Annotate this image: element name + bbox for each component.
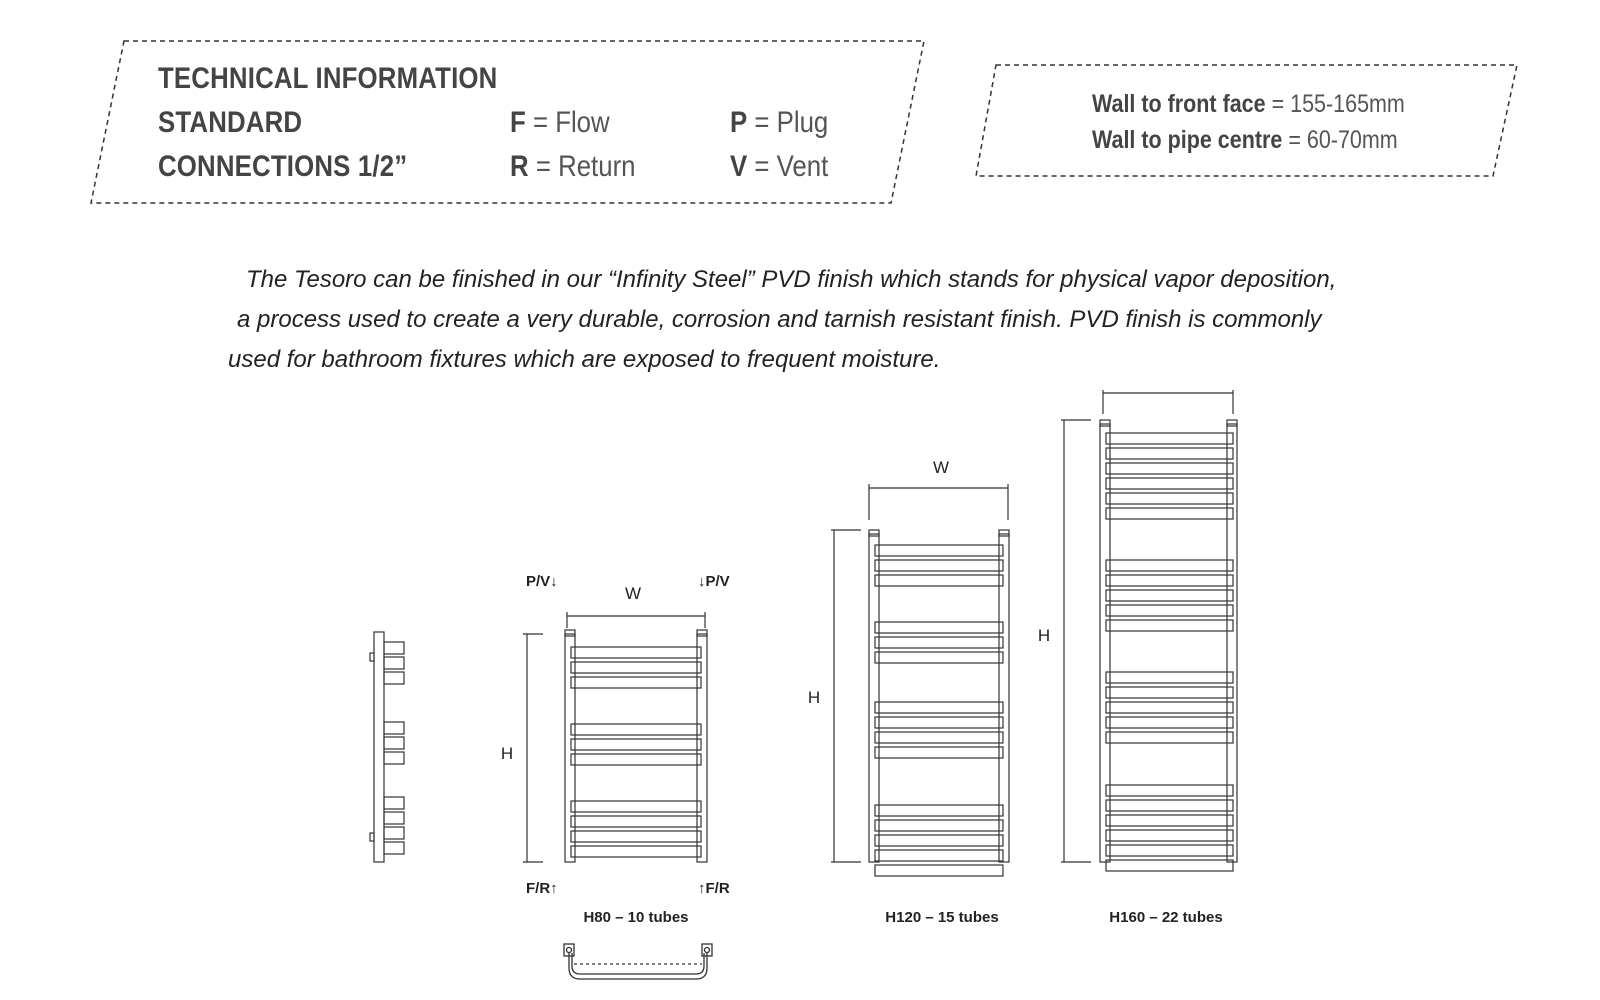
radiator-tube xyxy=(875,732,1003,743)
radiator-tube xyxy=(571,662,701,673)
standard-label: STANDARD xyxy=(158,106,303,139)
radiator-tube xyxy=(875,652,1003,663)
side-view-drawing xyxy=(370,632,404,862)
radiator-tube xyxy=(1106,702,1233,713)
h160-caption: H160 – 22 tubes xyxy=(1109,909,1223,926)
radiator-tube xyxy=(1106,448,1233,459)
tech-title: TECHNICAL INFORMATION xyxy=(158,62,498,95)
h80-height-label: H xyxy=(500,744,514,763)
description-line-3: used for bathroom fixtures which are exposed to frequent moisture. xyxy=(228,346,941,373)
h120-caption: H120 – 15 tubes xyxy=(885,909,999,926)
radiator-tube xyxy=(571,754,701,765)
radiator-tube xyxy=(875,835,1003,846)
h120-width-label: W xyxy=(932,458,950,477)
radiator-tube xyxy=(875,560,1003,571)
h160-radiator-drawing xyxy=(1061,390,1237,871)
radiator-tube xyxy=(875,622,1003,633)
radiator-tube xyxy=(571,647,701,658)
radiator-tube xyxy=(1106,717,1233,728)
top-right-connection-label: ↓P/V xyxy=(698,573,730,590)
radiator-tube xyxy=(1106,463,1233,474)
h80-radiator-drawing xyxy=(523,612,707,862)
radiator-tube xyxy=(571,801,701,812)
bottom-left-connection-label: F/R↑ xyxy=(526,880,558,897)
radiator-tube xyxy=(875,575,1003,586)
wall-to-pipe-centre: Wall to pipe centre = 60-70mm xyxy=(1092,126,1398,154)
h120-radiator-drawing xyxy=(831,484,1009,876)
radiator-tube xyxy=(571,846,701,857)
radiator-tube xyxy=(1106,672,1233,683)
connections-label: CONNECTIONS 1/2” xyxy=(158,150,408,183)
wall-to-front-face: Wall to front face = 155-165mm xyxy=(1092,90,1405,118)
bottom-right-connection-label: ↑F/R xyxy=(698,880,730,897)
radiator-tube xyxy=(875,805,1003,816)
h160-height-label: H xyxy=(1037,626,1051,645)
radiator-tube xyxy=(1106,785,1233,796)
h80-caption: H80 – 10 tubes xyxy=(583,909,689,926)
radiator-tube xyxy=(1106,433,1233,444)
radiator-tube xyxy=(1106,687,1233,698)
legend-vent: V = Vent xyxy=(730,150,829,183)
radiator-tube xyxy=(1106,830,1233,841)
radiator-tube xyxy=(1106,860,1233,871)
legend-plug: P = Plug xyxy=(730,106,829,139)
radiator-tube xyxy=(1106,508,1233,519)
h80-width-label: W xyxy=(624,584,642,603)
radiator-tube xyxy=(1106,605,1233,616)
radiator-tube xyxy=(1106,620,1233,631)
radiator-tube xyxy=(1106,732,1233,743)
radiator-tube xyxy=(571,816,701,827)
radiator-tube xyxy=(1106,590,1233,601)
radiator-tube xyxy=(875,545,1003,556)
description-line-2: a process used to create a very durable, corrosion and tarnish resistant finish. PVD finish is commonly xyxy=(237,306,1322,333)
radiator-tube xyxy=(875,702,1003,713)
radiator-tube xyxy=(875,865,1003,876)
radiator-tube xyxy=(875,717,1003,728)
radiator-tube xyxy=(875,850,1003,861)
radiator-tube xyxy=(1106,815,1233,826)
radiator-tube xyxy=(1106,845,1233,856)
radiator-tube xyxy=(571,739,701,750)
radiator-tube xyxy=(1106,493,1233,504)
radiator-tube xyxy=(571,724,701,735)
radiator-tube xyxy=(875,747,1003,758)
top-view-drawing xyxy=(564,944,712,979)
description-line-1: The Tesoro can be finished in our “Infinity Steel” PVD finish which stands for physical vapor deposition, xyxy=(246,266,1337,293)
radiator-tube xyxy=(875,820,1003,831)
radiator-tube xyxy=(1106,800,1233,811)
radiator-tube xyxy=(571,831,701,842)
h120-height-label: H xyxy=(807,688,821,707)
radiator-tube xyxy=(1106,575,1233,586)
top-left-connection-label: P/V↓ xyxy=(526,573,558,590)
legend-return: R = Return xyxy=(510,150,636,183)
legend-flow: F = Flow xyxy=(510,106,610,139)
radiator-tube xyxy=(1106,560,1233,571)
radiator-tube xyxy=(875,637,1003,648)
radiator-tube xyxy=(571,677,701,688)
radiator-tube xyxy=(1106,478,1233,489)
